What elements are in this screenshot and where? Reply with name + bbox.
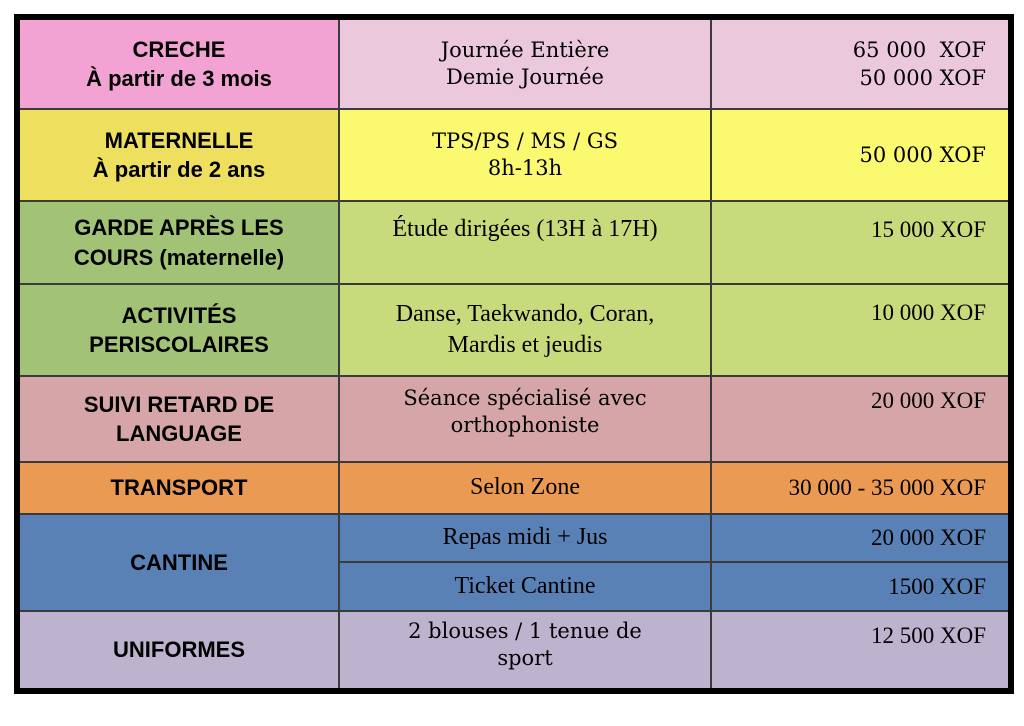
price-line: 30 000 - 35 000 XOF	[788, 475, 986, 501]
price-line: 20 000 XOF	[870, 388, 986, 413]
price-cell-activites	[711, 284, 1011, 376]
category-line: GARDE APRÈS LES	[74, 215, 284, 241]
category-subline: À partir de 2 ans	[92, 157, 266, 182]
price-cell-repas	[711, 514, 1011, 562]
category-line: MATERNELLE	[104, 127, 254, 153]
description-line: Selon Zone	[470, 474, 580, 501]
category-cell-maternelle	[17, 109, 339, 201]
category-subline: À partir de 3 mois	[86, 66, 272, 91]
description-cell-activites	[339, 284, 711, 376]
description-line: Danse, Taekwando, Coran,	[395, 300, 655, 327]
description-line: TPS/PS / MS / GS	[431, 128, 619, 153]
price-cell-creche	[711, 17, 1011, 109]
description-line: orthophoniste	[450, 413, 600, 438]
row-activites-periscolaires	[17, 284, 1011, 376]
category-line: UNIFORMES	[113, 637, 245, 663]
price-cell-maternelle	[711, 109, 1011, 201]
row-transport	[17, 462, 1011, 514]
description-line: 8h-13h	[487, 156, 563, 180]
description-cell-repas	[339, 514, 711, 562]
row-creche	[17, 17, 1011, 109]
category-cell-transport	[17, 462, 339, 514]
description-cell-ticket	[339, 562, 711, 611]
category-cell-creche	[17, 17, 339, 109]
description-line: Journée Entière	[440, 37, 610, 62]
price-cell-transport	[711, 462, 1011, 514]
category-subline: PERISCOLAIRES	[89, 332, 269, 357]
description-line: Demie Journée	[445, 65, 604, 89]
category-line: ACTIVITÉS	[121, 302, 237, 328]
price-line: 50 000 XOF	[859, 66, 986, 90]
category-cell-garde	[17, 201, 339, 284]
category-line: CANTINE	[130, 549, 228, 575]
description-cell-creche	[339, 17, 711, 109]
price-line: 15 000 XOF	[870, 217, 986, 242]
category-subline: COURS (maternelle)	[73, 244, 285, 270]
description-cell-maternelle	[339, 109, 711, 201]
price-line: 1500 XOF	[888, 573, 986, 599]
price-line: 65 000 XOF	[852, 37, 986, 62]
category-cell-suivi	[17, 376, 339, 462]
description-line: Ticket Cantine	[454, 572, 596, 599]
description-line: Séance spécialisé avec	[403, 386, 647, 410]
price-line: 20 000 XOF	[870, 525, 986, 551]
description-cell-garde	[339, 201, 711, 284]
row-garde-apres-cours	[17, 201, 1011, 284]
category-cell-uniformes	[17, 611, 339, 691]
fees-table	[14, 14, 1014, 694]
category-line: CRECHE	[132, 36, 226, 62]
category-line: TRANSPORT	[110, 475, 248, 501]
price-cell-garde	[711, 201, 1011, 284]
pricing-table	[14, 14, 1014, 694]
category-cell-cantine	[17, 514, 339, 611]
description-cell-suivi	[339, 376, 711, 462]
row-suivi-retard-language	[17, 376, 1011, 462]
description-line: sport	[497, 646, 553, 671]
category-subline: LANGUAGE	[116, 421, 242, 446]
description-cell-uniformes	[339, 611, 711, 691]
description-line: Mardis et jeudis	[447, 332, 603, 358]
description-cell-transport	[339, 462, 711, 514]
row-uniformes	[17, 611, 1011, 691]
description-line: Étude dirigées (13H à 17H)	[392, 216, 658, 242]
category-line: SUIVI RETARD DE	[83, 391, 275, 417]
description-line: 2 blouses / 1 tenue de	[408, 619, 642, 643]
category-cell-activites	[17, 284, 339, 376]
row-cantine	[17, 514, 1011, 562]
price-cell-ticket	[711, 562, 1011, 611]
price-line: 12 500 XOF	[870, 623, 986, 648]
price-cell-uniformes	[711, 611, 1011, 691]
description-line: Repas midi + Jus	[442, 524, 608, 551]
row-maternelle	[17, 109, 1011, 201]
price-cell-suivi	[711, 376, 1011, 462]
price-line: 50 000 XOF	[859, 142, 986, 167]
price-line: 10 000 XOF	[870, 300, 986, 325]
